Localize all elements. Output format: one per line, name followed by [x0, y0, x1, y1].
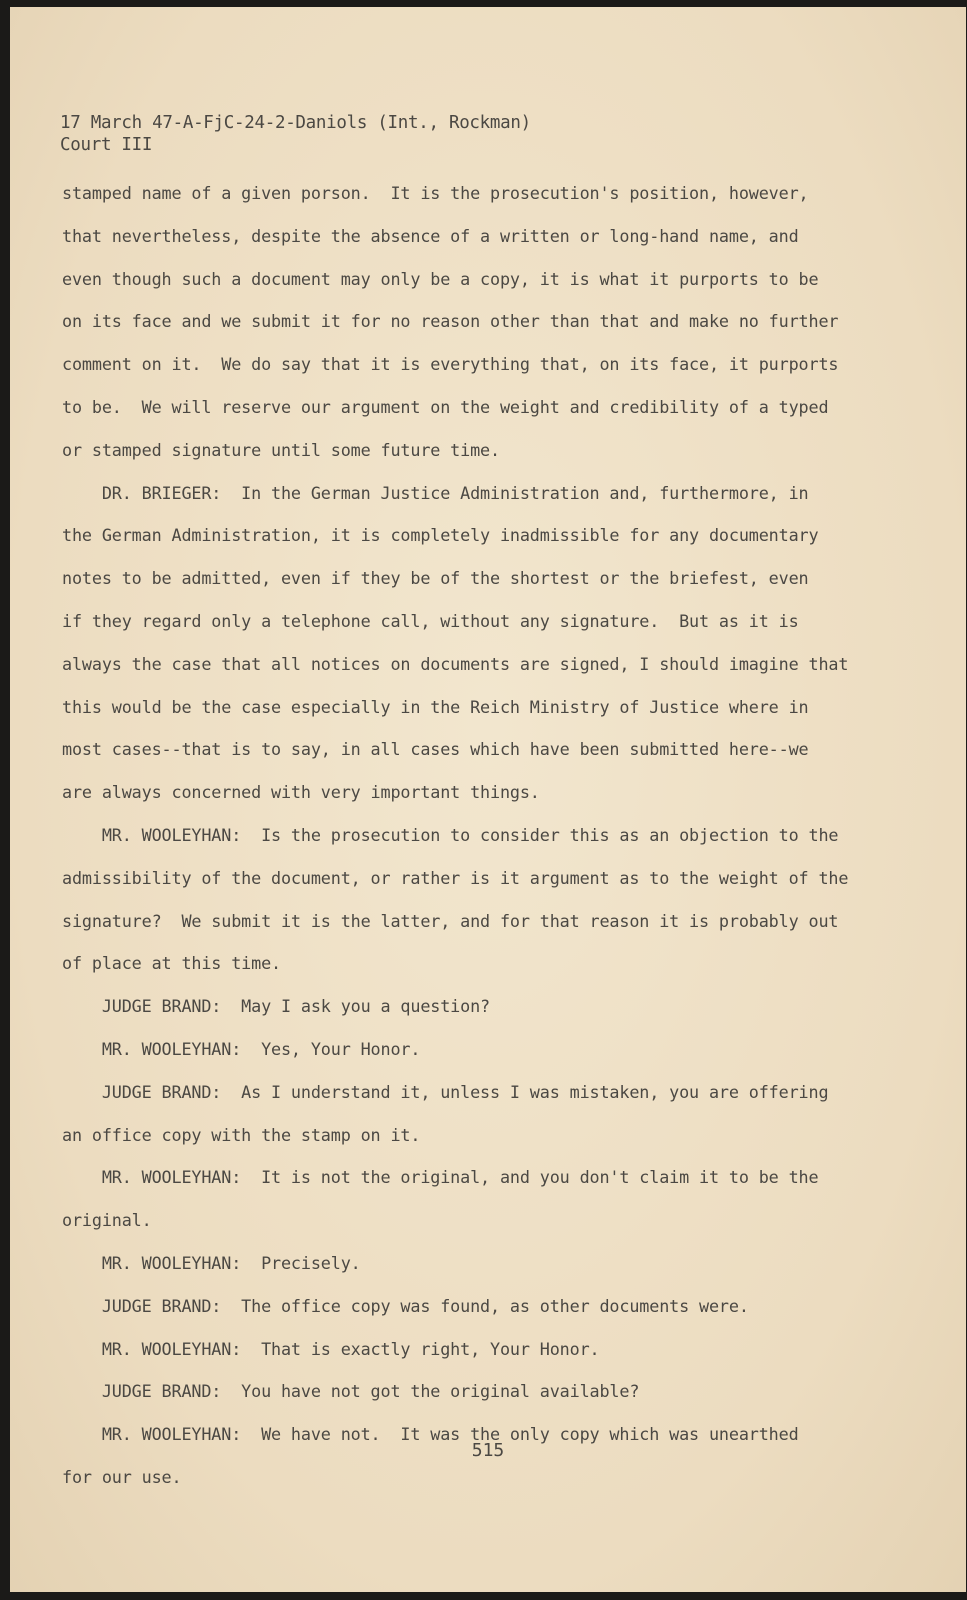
- text-line: if they regard only a telephone call, without any signature. But as it is: [62, 610, 799, 631]
- text-line: to be. We will reserve our argument on the weight and credibility of a typed: [62, 396, 829, 417]
- text-line: this would be the case especially in the Reich Ministry of Justice where in: [62, 696, 809, 717]
- text-line: MR. WOOLEYHAN: We have not. It was the only copy which was unearthed: [62, 1424, 799, 1445]
- text-line: signature? We submit it is the latter, and for that reason it is probably out: [62, 910, 839, 931]
- page-header: [60, 112, 531, 156]
- text-line: the German Administration, it is completely inadmissible for any documentary: [62, 525, 819, 546]
- text-line: on its face and we submit it for no reason other than that and make no further: [62, 311, 839, 332]
- transcript-body: [62, 172, 932, 1499]
- text-line: MR. WOOLEYHAN: That is exactly right, Your Honor.: [62, 1338, 600, 1359]
- header-line-2: Court III: [60, 135, 153, 155]
- text-line: JUDGE BRAND: You have not got the original available?: [62, 1381, 640, 1402]
- header-line-1: 17 March 47-A-FjC-24-2-Daniols (Int., Rockman): [60, 113, 531, 133]
- text-line: most cases--that is to say, in all cases which have been submitted here--we: [62, 739, 809, 760]
- text-line: or stamped signature until some future time.: [62, 439, 500, 460]
- text-line: MR. WOOLEYHAN: Is the prosecution to consider this as an objection to the: [62, 824, 839, 845]
- text-line: even though such a document may only be a copy, it is what it purports to be: [62, 268, 819, 289]
- document-page: [10, 7, 966, 1592]
- text-line: JUDGE BRAND: May I ask you a question?: [62, 996, 490, 1017]
- text-line: MR. WOOLEYHAN: Yes, Your Honor.: [62, 1038, 421, 1059]
- text-line: admissibility of the document, or rather is it argument as to the weight of the: [62, 867, 849, 888]
- text-line: are always concerned with very important things.: [62, 782, 540, 803]
- text-line: DR. BRIEGER: In the German Justice Administration and, furthermore, in: [62, 482, 809, 503]
- text-line: of place at this time.: [62, 953, 281, 974]
- text-line: always the case that all notices on documents are signed, I should imagine that: [62, 653, 849, 674]
- text-line: MR. WOOLEYHAN: It is not the original, and you don't claim it to be the: [62, 1167, 819, 1188]
- text-line: notes to be admitted, even if they be of the shortest or the briefest, even: [62, 568, 809, 589]
- text-line: JUDGE BRAND: The office copy was found, as other documents were.: [62, 1295, 749, 1316]
- text-line: MR. WOOLEYHAN: Precisely.: [62, 1252, 361, 1273]
- page-number: 515: [471, 1440, 505, 1461]
- text-line: for our use.: [62, 1466, 182, 1487]
- text-line: JUDGE BRAND: As I understand it, unless I was mistaken, you are offering: [62, 1081, 829, 1102]
- text-line: original.: [62, 1210, 152, 1231]
- text-line: comment on it. We do say that it is everything that, on its face, it purports: [62, 354, 839, 375]
- text-line: that nevertheless, despite the absence of a written or long-hand name, and: [62, 225, 799, 246]
- text-line: stamped name of a given porson. It is the prosecution's position, however,: [62, 183, 809, 203]
- text-line: an office copy with the stamp on it.: [62, 1124, 421, 1145]
